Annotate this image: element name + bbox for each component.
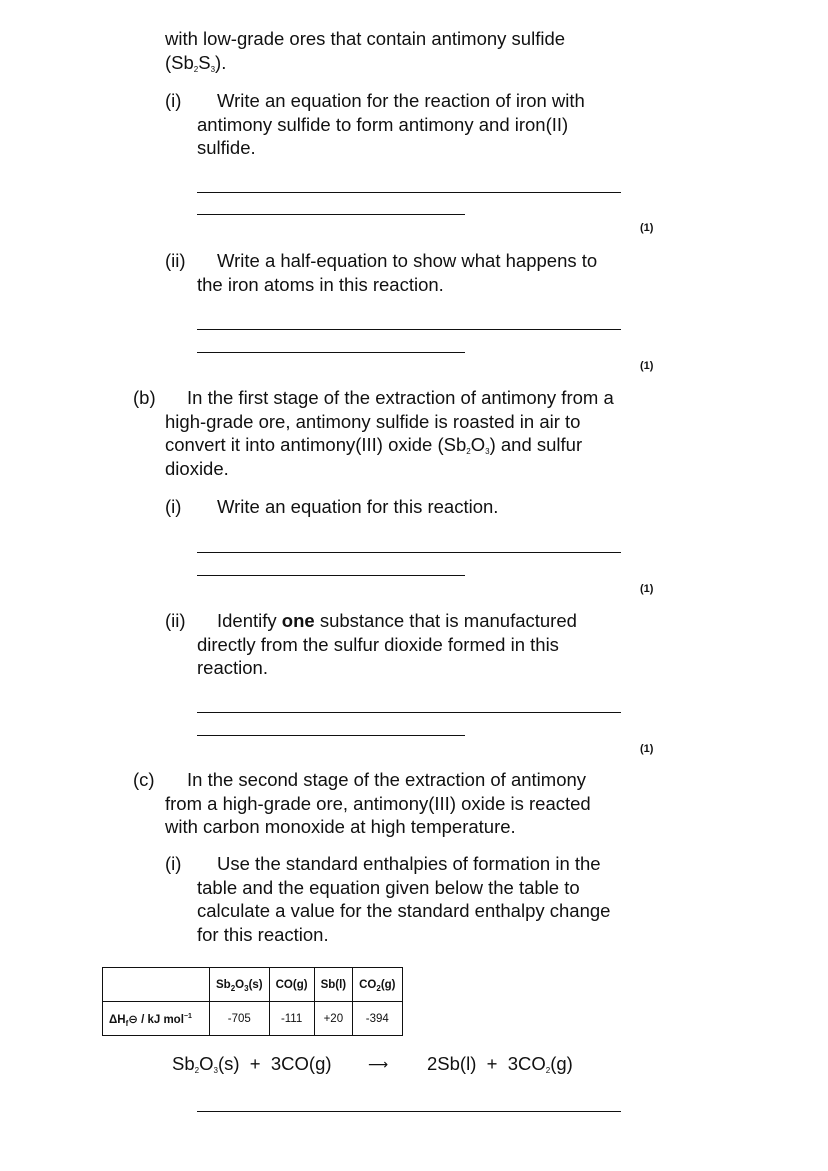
marks-label: (1) [640, 583, 654, 595]
question-number: (ii) [165, 250, 186, 271]
table-cell: -111 [269, 1002, 314, 1036]
table-row-label: $\Delta H_f⊖$ / kJ mol$^{-1}$ [103, 1002, 210, 1036]
table-header-row [103, 968, 403, 1002]
question-b-ii-text: Identify one substance that is manufactured directly from the sulfur dioxide formed in this reaction. [197, 610, 577, 678]
answer-line[interactable] [197, 735, 465, 736]
equation-rhs: $2Sb(l) + 3CO_2(g)$ [427, 1053, 573, 1075]
table-corner-cell [103, 968, 210, 1002]
reaction-arrow-icon: ⟶ [368, 1056, 389, 1072]
table-header-cell: CO(g) [269, 968, 314, 1002]
part-c-label: (c) [133, 769, 155, 790]
question-number: (i) [165, 90, 182, 111]
table-cell: -705 [210, 1002, 270, 1036]
question-b-i-text: Write an equation for this reaction. [217, 496, 499, 517]
answer-line[interactable] [197, 1111, 621, 1112]
intro-text [165, 27, 635, 74]
intro-line: with low-grade ores that contain antimony sulfide [165, 28, 566, 49]
intro-formula: $(Sb_2S_3)$. [165, 51, 227, 74]
part-b-label: (b) [133, 387, 156, 408]
table-cell: +20 [314, 1002, 353, 1036]
answer-line[interactable] [197, 329, 621, 330]
answer-line[interactable] [197, 352, 465, 353]
answer-line[interactable] [197, 214, 465, 215]
equation-lhs: $Sb_2O_3(s) + 3CO(g)$ [172, 1053, 332, 1075]
answer-line[interactable] [197, 712, 621, 713]
table-header-cell: Sb(l) [314, 968, 353, 1002]
question-number: (i) [165, 496, 182, 517]
table-row [103, 1002, 403, 1036]
part-c-text: In the second stage of the extraction of antimony from a high-grade ore, antimony(III) oxide is reacted with carbon monoxide at high temperature. [165, 769, 591, 837]
answer-line[interactable] [197, 575, 465, 576]
question-number: (ii) [165, 610, 186, 631]
marks-label: (1) [640, 743, 654, 755]
question-c-i-text: Use the standard enthalpies of formation in the table and the equation given below the table to calculate a value for the standard enthalpy change for this reaction. [197, 853, 611, 945]
question-a-i-text: Write an equation for the reaction of iron with antimony sulfide to form antimony and iron(II) sulfide. [197, 90, 585, 158]
marks-label: (1) [640, 360, 654, 372]
answer-line[interactable] [197, 192, 621, 193]
marks-label: (1) [640, 222, 654, 234]
table-cell: -394 [353, 1002, 402, 1036]
table-header-cell: $CO_2(g)$ [353, 968, 402, 1002]
table-header-cell: $Sb_2O_3(s)$ [210, 968, 270, 1002]
answer-line[interactable] [197, 552, 621, 553]
enthalpy-table [102, 967, 403, 1036]
question-a-ii-text: Write a half-equation to show what happens to the iron atoms in this reaction. [197, 250, 598, 295]
part-b-text: In the first stage of the extraction of antimony from a high-grade ore, antimony sulfide is roasted in air to convert it into antimony(III) oxide $(Sb_2O_3)$ and sulfur dioxide. [165, 387, 614, 479]
question-number: (i) [165, 853, 182, 874]
